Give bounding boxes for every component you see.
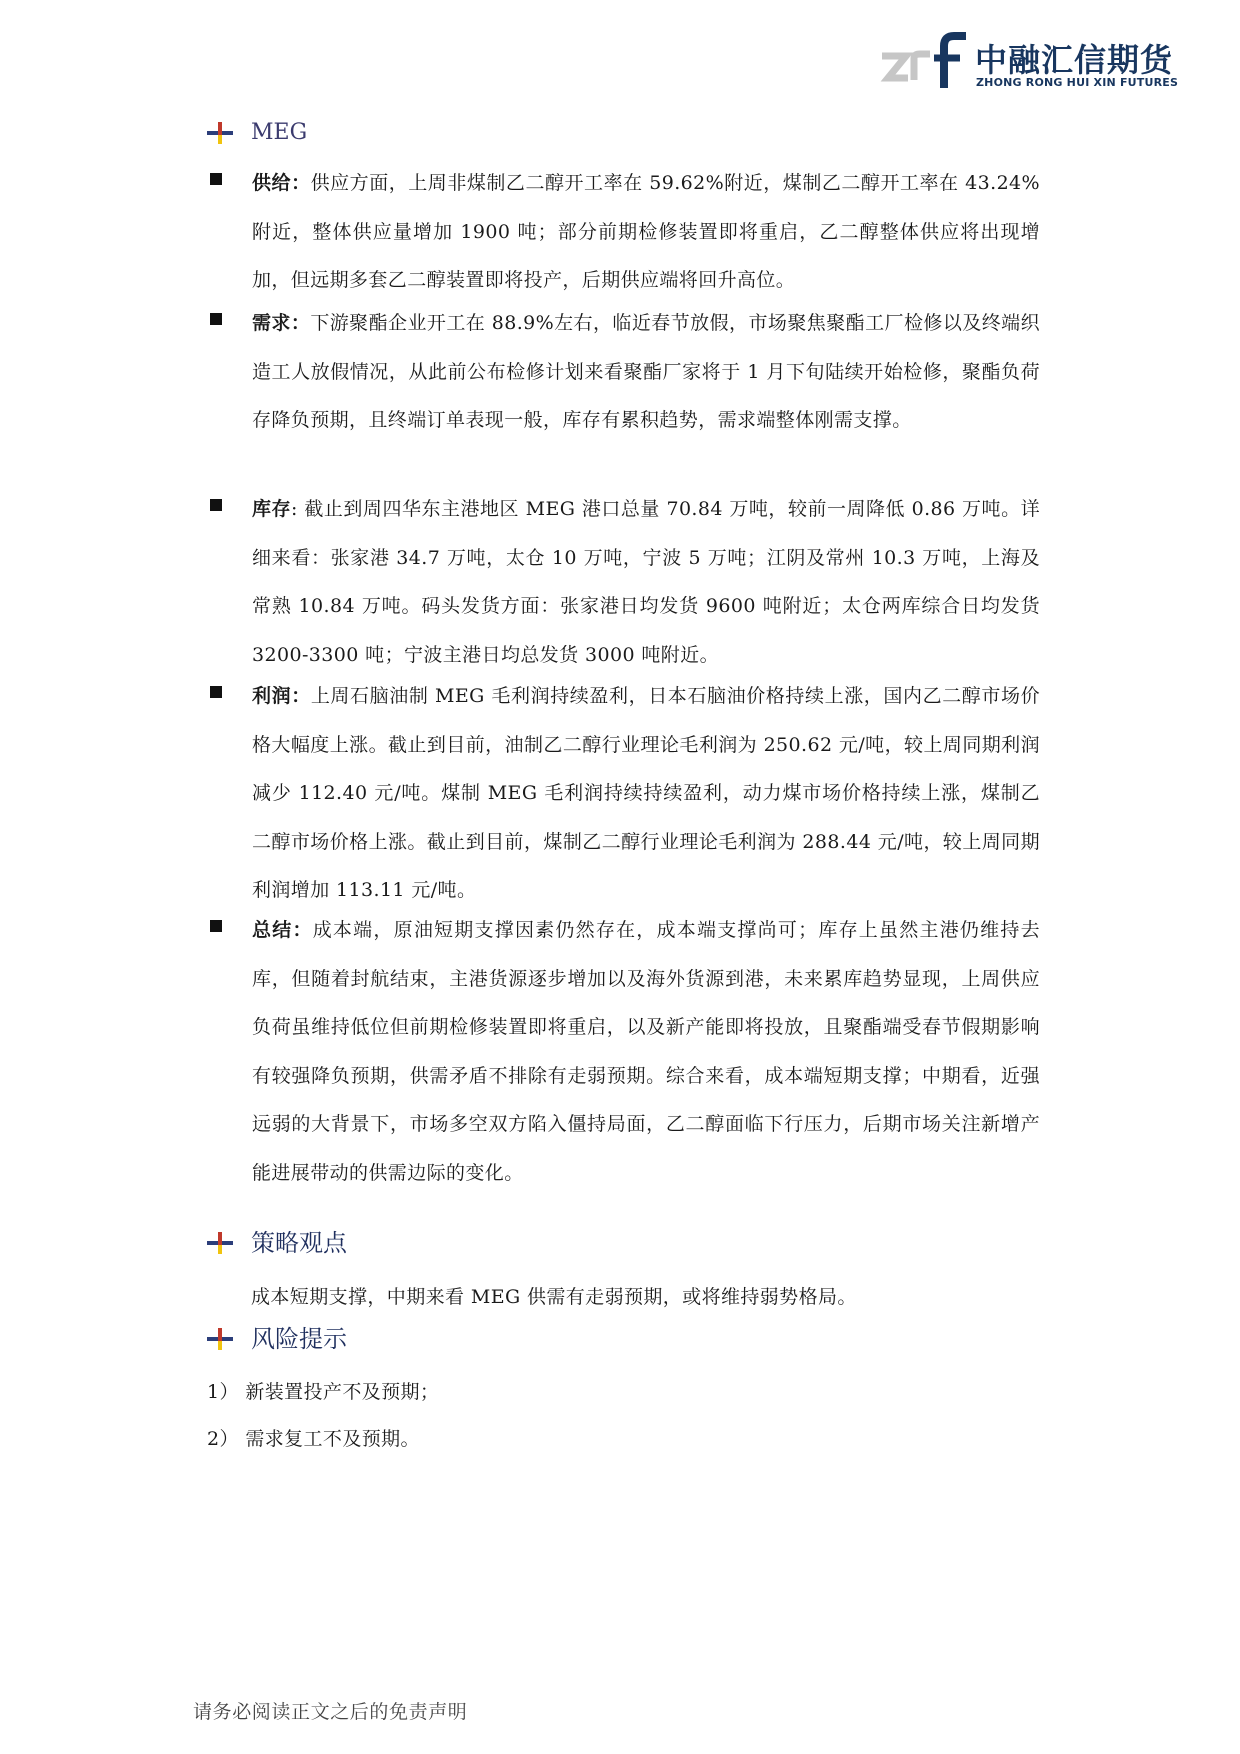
bullet-label: 需求： xyxy=(252,312,311,334)
heading-arrow-icon xyxy=(207,1328,233,1350)
bullet-body xyxy=(252,159,1040,305)
section-title-risk: 风险提示 xyxy=(251,1325,347,1353)
zrf-logo-icon xyxy=(880,32,976,90)
heading-arrow-icon xyxy=(207,1232,233,1254)
bullet-body xyxy=(252,485,1040,679)
strategy-text: 成本短期支撑，中期来看 MEG 供需有走弱预期，或将维持弱势格局。 xyxy=(251,1286,857,1308)
disclaimer-footer: 请务必阅读正文之后的免责声明 xyxy=(193,1701,468,1723)
bullet-text: 上周石脑油制 MEG 毛利润持续盈利，日本石脑油价格持续上涨，国内乙二醇市场价格大幅度上涨。截止到目前，油制乙二醇行业理论毛利润为 250.62 元/吨，较上周同期利润减少 112.40 元/吨。煤制 MEG 毛利润持续持续盈利，动力煤市场价格持续上涨，煤制乙二醇市场价格上涨。截止到目前，煤制乙二醇行业理论毛利润为 288.44 元/吨，较上周同期利润增加 113.11 元/吨。 xyxy=(252,685,1041,901)
bullet-text: 成本端，原油短期支撑因素仍然存在，成本端支撑尚可；库存上虽然主港仍维持去库，但随着封航结束，主港货源逐步增加以及海外货源到港，未来累库趋势显现，上周供应负荷虽维持低位但前期检修装置即将重启，以及新产能即将投放，且聚酯端受春节假期影响有较强降负预期，供需矛盾不排除有走弱预期。综合来看，成本端短期支撑；中期看，近强远弱的大背景下，市场多空双方陷入僵持局面，乙二醇面临下行压力，后期市场关注新增产能进展带动的供需边际的变化。 xyxy=(252,919,1041,1184)
bullet-text: 下游聚酯企业开工在 88.9%左右，临近春节放假，市场聚焦聚酯工厂检修以及终端织造工人放假情况，从此前公布检修计划来看聚酯厂家将于 1 月下旬陆续开始检修，聚酯负荷存降负预期，且终端订单表现一般，库存有累积趋势，需求端整体刚需支撑。 xyxy=(252,312,1040,431)
bullet-label: 利润： xyxy=(252,685,311,707)
bullet-square-icon xyxy=(210,920,222,932)
heading-arrow-icon xyxy=(207,122,233,144)
logo-company-name: 中融汇信期货 xyxy=(975,41,1174,79)
bullet-label: 总结： xyxy=(252,919,313,941)
bullet-square-icon xyxy=(210,173,222,185)
bullet-body xyxy=(252,299,1040,445)
bullet-square-icon xyxy=(210,686,222,698)
bullet-square-icon xyxy=(210,313,222,325)
bullet-body xyxy=(252,672,1040,915)
bullet-label: 供给： xyxy=(252,172,311,194)
logo-company-subtitle: ZHONG RONG HUI XIN FUTURES xyxy=(976,76,1179,89)
company-logo xyxy=(880,32,1179,92)
bullet-square-icon xyxy=(210,499,222,511)
bullet-label: 库存 xyxy=(252,498,292,520)
risk-item-2: 2） 需求复工不及预期。 xyxy=(207,1428,420,1450)
bullet-text: : 截止到周四华东主港地区 MEG 港口总量 70.84 万吨，较前一周降低 0.86 万吨。详细来看：张家港 34.7 万吨，太仓 10 万吨，宁波 5 万吨；江阴及常州 10.3 万吨，上海及常熟 10.84 万吨。码头发货方面：张家港日均发货 9600 吨附近；太仓两库综合日均发货 3200-3300 吨；宁波主港日均总发货 3000 吨附近。 xyxy=(252,498,1040,666)
section-title-strategy: 策略观点 xyxy=(251,1229,347,1257)
section-title-meg: MEG xyxy=(251,120,308,145)
risk-item-1: 1） 新装置投产不及预期； xyxy=(207,1381,440,1403)
bullet-body xyxy=(252,906,1040,1197)
bullet-text: 供应方面，上周非煤制乙二醇开工率在 59.62%附近，煤制乙二醇开工率在 43.24%附近，整体供应量增加 1900 吨；部分前期检修装置即将重启，乙二醇整体供应将出现增加，但远期多套乙二醇装置即将投产，后期供应端将回升高位。 xyxy=(252,172,1040,291)
